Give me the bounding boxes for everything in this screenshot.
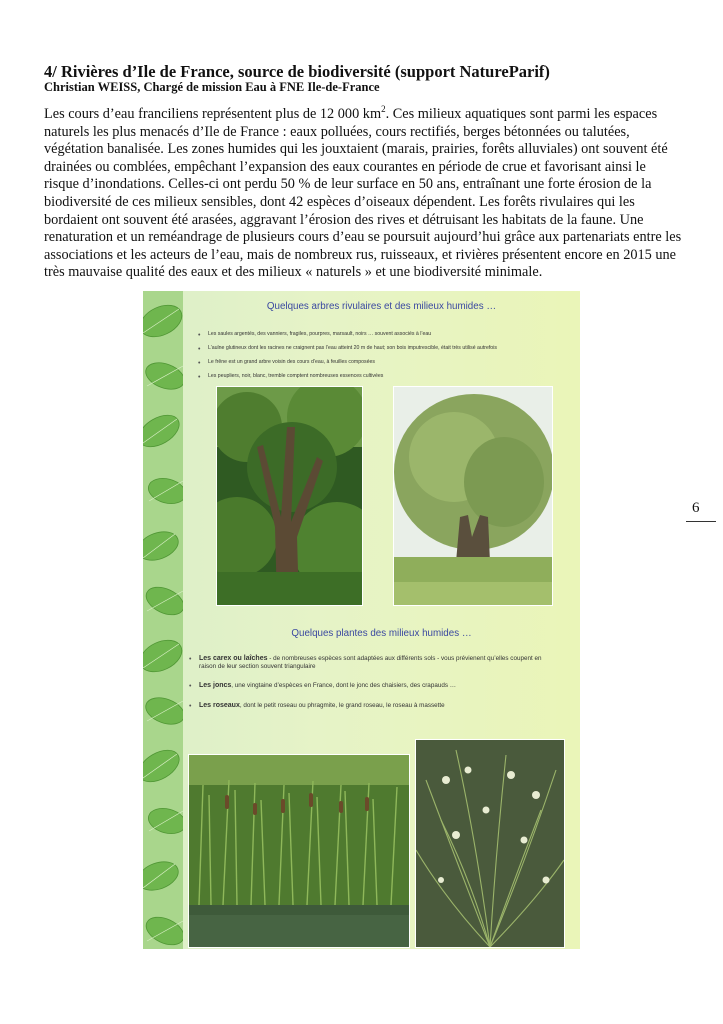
bullet-icon: •	[198, 374, 201, 381]
list-item	[198, 359, 568, 368]
list-item	[198, 331, 568, 340]
list-item	[189, 655, 559, 671]
list-item-title: Les carex ou laîches	[199, 655, 268, 662]
page-title: 4/ Rivières d’Ile de France, source de biodiversité (support NatureParif)	[44, 62, 550, 81]
list-item-text: Le frêne est un grand arbre voisin des cours d’eau, à feuilles composées	[208, 359, 375, 365]
list-item-title: Les joncs	[199, 682, 232, 689]
page-number: 6	[692, 500, 700, 516]
page-subtitle: Christian WEISS, Chargé de mission Eau à FNE Ile-de-France	[44, 80, 380, 94]
list-item-text: Les saules argentés, des vanniers, fragiles, pourpres, marsault, noirs … souvent associés à l’eau	[208, 331, 432, 337]
figure-poster	[143, 291, 580, 949]
list-item-text: Les peupliers, noir, blanc, tremble comptent nombreuses essences cultivées	[208, 373, 384, 379]
bullet-icon: •	[189, 683, 192, 690]
body-paragraph	[44, 106, 684, 282]
list-item-text: - de nombreuses espèces sont adaptées aux différents sols - vous prévienent qu’elles coupent en raison de leur section souvent triangulaire	[199, 655, 542, 670]
list-item	[198, 373, 568, 382]
list-item	[189, 702, 559, 711]
page-number-rule	[686, 521, 716, 522]
plants-panel-title: Quelques plantes des milieux humides …	[291, 628, 472, 639]
bullet-icon: •	[198, 346, 201, 353]
list-item-text: , dont le petit roseau ou phragmite, le grand roseau, le roseau à massette	[239, 702, 445, 709]
superscript: 2	[381, 104, 386, 115]
list-item	[189, 682, 559, 691]
leaf-strip-image	[143, 291, 183, 949]
trees-bullet-list	[198, 331, 568, 387]
body-text-start: Les cours d’eau franciliens représentent plus de 12 000 km	[44, 106, 382, 122]
sedge-photo	[415, 739, 565, 948]
list-item-title: Les roseaux	[199, 702, 240, 709]
plants-bullet-list	[189, 655, 559, 722]
body-text-rest: . Ces milieux aquatiques sont parmi les espaces naturels les plus menacés d’Ile de France : eaux polluées, cours rectifiés, berges bétonnées ou talutées, végétation banalisée. Les zones humides qui les jouxtaient (marais, prairies, forêts alluviales) ont souvent été drainées ou comblées, empêchant l’expansion des eaux courantes en période de crue et favorisant ainsi le risque d’inondations. Celles-ci ont perdu 50 % de leur surface en 50 ans, entraînant une forte érosion de la biodiversité de ces milieux sensibles, dont 42 espèces d’oiseaux dépendent. Les forêts rivulaires qui les bordaient ont souvent été arasées, aggravant l’érosion des rives et détruisant les habitats de la faune. Une renaturation et un reméandrage de plusieurs cours d’eau se poursuit aujourd’hui grâce aux partenariats entre les associations et les acteurs de l’eau, mais de nombreux rus, ruisseaux, et rivières présentent encore en 2015 une très mauvaise qualité des eaux et des milieux « naturels » et une biodiversité minimale.	[44, 106, 682, 281]
trees-panel-title: Quelques arbres rivulaires et des milieux humides …	[266, 301, 497, 312]
bullet-icon: •	[189, 656, 192, 663]
bullet-icon: •	[198, 332, 201, 339]
list-item-text: L’aulne glutineux dont les racines ne craignent pas l’eau atteint 20 m de haut; son bois imputrescible, était très utilisé autrefois	[208, 345, 497, 351]
list-item-text: , une vingtaine d’espèces en France, dont le jonc des chaisiers, des crapauds …	[231, 682, 457, 689]
bullet-icon: •	[198, 360, 201, 367]
reeds-photo	[188, 754, 410, 948]
list-item	[198, 345, 568, 354]
willow-tree-photo	[393, 386, 553, 606]
alder-tree-photo	[216, 386, 363, 606]
bullet-icon: •	[189, 703, 192, 710]
